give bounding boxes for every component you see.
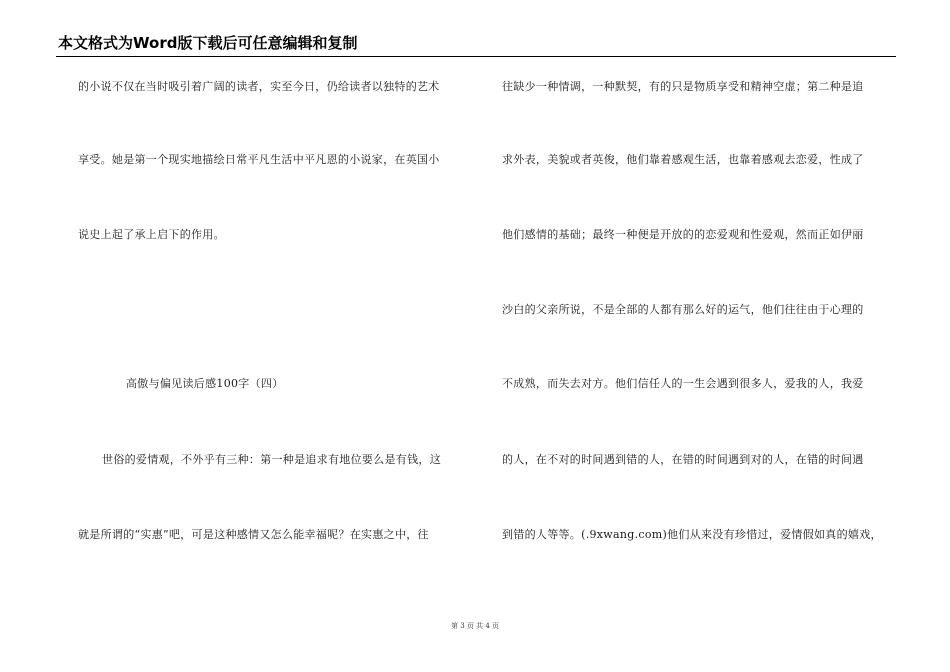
section-heading: 高傲与偏见读后感100字（四）: [126, 377, 284, 390]
header-divider: [56, 56, 896, 57]
body-text-line: 不成熟，而失去对方。他们信任人的一生会遇到很多人，爱我的人，我爱: [502, 377, 864, 390]
body-text-line: 往缺少一种情调，一种默契，有的只是物质享受和精神空虚；第二种是追: [502, 80, 864, 93]
body-text-line: 他们感情的基础；最终一种便是开放的的恋爱观和性爱观，然而正如伊丽: [502, 228, 864, 241]
body-text-line: 到错的人等等。(.9xwang.com)他们从来没有珍惜过，爱情假如真的嬉戏，: [502, 528, 882, 541]
body-text-line: 的小说不仅在当时吸引着广阔的读者，实至今日，仍给读者以独特的艺术: [78, 80, 440, 93]
body-text-line: 求外表，美貌或者英俊，他们靠着感观生活，也靠着感观去恋爱，性成了: [502, 153, 864, 166]
body-text-line: 说史上起了承上启下的作用。: [78, 228, 225, 241]
body-text-line: 的人，在不对的时间遇到错的人，在错的时间遇到对的人，在错的时间遇: [502, 453, 864, 466]
body-text-line: 沙白的父亲所说，不是全部的人都有那么好的运气，他们往往由于心理的: [502, 303, 864, 316]
body-text-line: 世俗的爱情观，不外乎有三种：第一种是追求有地位要么是有钱，这: [102, 453, 441, 466]
page-header-title: 本文格式为Word版下载后可任意编辑和复制: [58, 34, 358, 52]
body-text-line: 就是所谓的“实惠”吧，可是这种感情又怎么能幸福呢？在实惠之中，往: [78, 528, 429, 541]
body-text-line: 享受。她是第一个现实地描绘日常平凡生活中平凡恩的小说家，在英国小: [78, 153, 440, 166]
page-footer-number: 第 3 页 共 4 页: [450, 622, 500, 630]
